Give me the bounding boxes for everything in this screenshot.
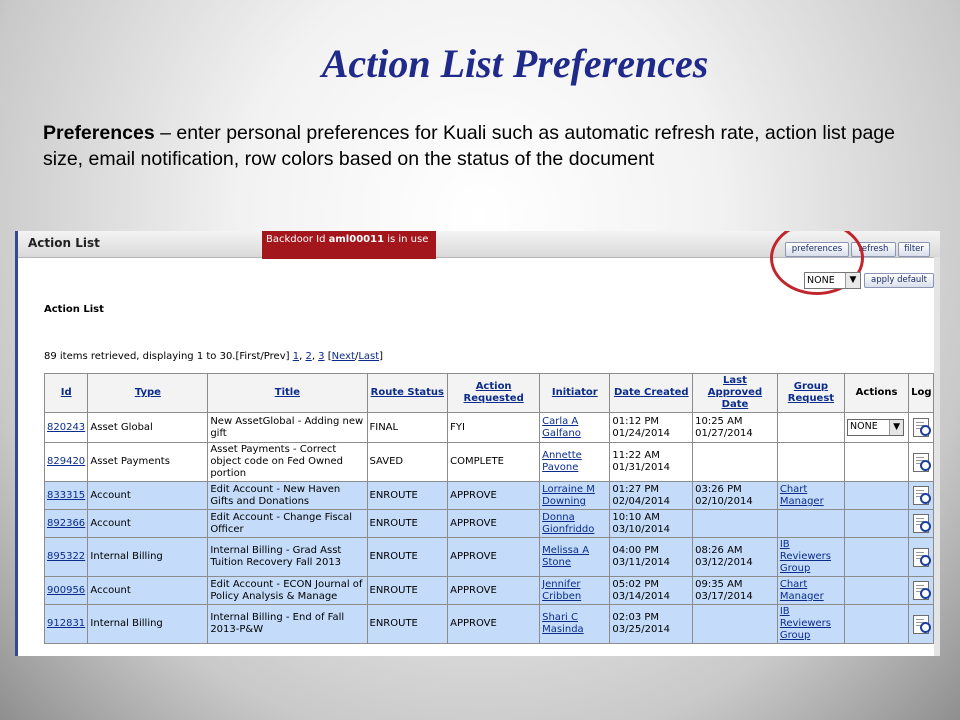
doc-id-link[interactable]: 829420 xyxy=(47,456,86,467)
page-2-link[interactable]: 2 xyxy=(305,351,312,362)
apply-default-button[interactable]: apply default xyxy=(864,273,934,288)
description-bold-term: Preferences xyxy=(43,122,155,144)
cell-initiator xyxy=(540,510,610,538)
doc-type: Asset Global xyxy=(90,421,153,433)
action-requested: FYI xyxy=(450,421,465,433)
doc-type: Account xyxy=(90,489,131,501)
page-1-link[interactable]: 1 xyxy=(292,351,300,362)
document-magnifier-icon[interactable] xyxy=(913,486,929,505)
route-status: FINAL xyxy=(369,421,399,433)
cell-action xyxy=(448,510,540,538)
cell-action xyxy=(448,605,540,644)
cell-group xyxy=(777,538,844,577)
slide-title: Action List Preferences xyxy=(321,41,709,86)
cell-date-created xyxy=(610,510,693,538)
cell-route-status xyxy=(367,482,448,510)
initiator-link[interactable]: Melissa A Stone xyxy=(542,545,590,568)
cell-type xyxy=(88,577,208,605)
column-header-action-requested[interactable]: Action Requested xyxy=(448,374,540,413)
route-status: ENROUTE xyxy=(369,584,418,596)
doc-id-link[interactable]: 900956 xyxy=(47,584,86,596)
cell-route-status xyxy=(367,413,448,443)
group-request-link[interactable]: Chart Manager xyxy=(779,578,824,602)
doc-title: Edit Account - New Haven Gifts and Donations xyxy=(210,483,341,507)
cell-group xyxy=(777,605,844,644)
doc-title: Edit Account - ECON Journal of Policy Analysis & Manage xyxy=(210,578,363,602)
route-status: ENROUTE xyxy=(369,618,418,629)
cell-id xyxy=(45,605,88,644)
cell-last-approved xyxy=(693,443,778,482)
document-magnifier-icon[interactable] xyxy=(913,548,929,567)
table-row xyxy=(45,538,934,577)
backdoor-id: aml00011 xyxy=(328,234,385,245)
cell-type xyxy=(88,605,208,644)
action-requested: APPROVE xyxy=(450,517,497,529)
table-header-row xyxy=(45,374,934,413)
cell-type xyxy=(88,510,208,538)
cell-id xyxy=(45,577,88,605)
initiator-link[interactable]: Jennifer Cribben xyxy=(542,578,582,602)
slide-description xyxy=(43,120,923,172)
initiator-link[interactable]: Donna Gionfriddo xyxy=(542,511,595,535)
table-row xyxy=(45,413,934,443)
cell-initiator xyxy=(540,482,610,510)
cell-id xyxy=(45,482,88,510)
chevron-down-icon: ▼ xyxy=(889,420,903,435)
group-request-link[interactable]: Chart Manager xyxy=(779,483,824,507)
cell-title xyxy=(208,605,367,644)
cell-actions xyxy=(845,443,909,482)
group-request-link[interactable]: IB Reviewers Group xyxy=(779,606,831,641)
doc-id-link[interactable]: 912831 xyxy=(47,618,86,629)
cell-actions xyxy=(845,413,909,443)
cell-group xyxy=(777,413,844,443)
filter-button[interactable]: filter xyxy=(898,242,930,257)
initiator-link[interactable]: Lorraine M Downing xyxy=(542,483,595,507)
cell-initiator xyxy=(540,538,610,577)
cell-date-created xyxy=(610,605,693,644)
column-header-date-created[interactable]: Date Created xyxy=(610,374,693,413)
route-status: ENROUTE xyxy=(369,517,418,529)
cell-initiator xyxy=(540,577,610,605)
doc-title: Internal Billing - End of Fall 2013-P&W xyxy=(210,612,345,635)
column-header-type[interactable]: Type xyxy=(88,374,208,413)
paging-bar: 89 items retrieved, displaying 1 to 30.[First/Prev] 1, 2, 3 [Next/Last] xyxy=(44,351,384,362)
cell-route-status xyxy=(367,538,448,577)
action-requested: APPROVE xyxy=(450,584,497,596)
doc-title: Internal Billing - Grad Asst Tuition Recovery Fall 2013 xyxy=(210,545,342,568)
cell-title xyxy=(208,510,367,538)
table-row xyxy=(45,605,934,644)
doc-id-link[interactable]: 895322 xyxy=(47,551,86,562)
cell-id xyxy=(45,443,88,482)
column-header-id[interactable]: Id xyxy=(45,374,88,413)
table-row xyxy=(45,443,934,482)
cell-route-status xyxy=(367,510,448,538)
cell-initiator xyxy=(540,605,610,644)
column-header-title[interactable]: Title xyxy=(208,374,367,413)
cell-date-created xyxy=(610,413,693,443)
cell-action xyxy=(448,413,540,443)
cell-id xyxy=(45,510,88,538)
document-magnifier-icon[interactable] xyxy=(913,418,929,437)
cell-date-created xyxy=(610,538,693,577)
backdoor-suffix: is in use xyxy=(384,234,429,245)
cell-group xyxy=(777,482,844,510)
route-status: ENROUTE xyxy=(369,489,418,501)
paging-summary: 89 items retrieved, displaying 1 to 30.[First/Prev] xyxy=(44,351,293,362)
doc-title: New AssetGlobal - Adding new gift xyxy=(210,415,364,439)
cell-last-approved xyxy=(693,538,778,577)
cell-action xyxy=(448,538,540,577)
cell-log xyxy=(909,482,934,510)
cell-initiator xyxy=(540,413,610,443)
column-header-initiator[interactable]: Initiator xyxy=(540,374,610,413)
table-row xyxy=(45,482,934,510)
cell-route-status xyxy=(367,605,448,644)
table-row xyxy=(45,510,934,538)
action-list-table xyxy=(44,373,934,644)
date-created: 01:12 PM 01/24/2014 xyxy=(612,415,671,439)
cell-type xyxy=(88,482,208,510)
initiator-link[interactable]: Shari C Masinda xyxy=(542,612,584,635)
cell-group xyxy=(777,577,844,605)
cell-initiator xyxy=(540,443,610,482)
cell-actions xyxy=(845,605,909,644)
last-link[interactable]: Last xyxy=(358,351,380,362)
default-color-select[interactable] xyxy=(804,272,861,289)
cell-date-created xyxy=(610,443,693,482)
cell-log xyxy=(909,577,934,605)
document-magnifier-icon[interactable] xyxy=(913,615,929,634)
group-request-link[interactable]: IB Reviewers Group xyxy=(779,539,831,574)
cell-type xyxy=(88,443,208,482)
action-requested: APPROVE xyxy=(450,551,497,562)
cell-action xyxy=(448,482,540,510)
action-list-screenshot xyxy=(15,231,940,656)
cell-type xyxy=(88,538,208,577)
date-created: 11:22 AM 01/31/2014 xyxy=(612,450,671,473)
cell-last-approved xyxy=(693,577,778,605)
initiator-link[interactable]: Carla A Galfano xyxy=(542,415,581,439)
cell-actions xyxy=(845,577,909,605)
cell-title xyxy=(208,413,367,443)
page-3-link[interactable]: 3 xyxy=(318,351,325,362)
cell-log xyxy=(909,510,934,538)
doc-id-link[interactable]: 833315 xyxy=(47,489,86,501)
row-action-select[interactable] xyxy=(847,419,904,436)
cell-title xyxy=(208,443,367,482)
cell-log xyxy=(909,605,934,644)
action-requested: COMPLETE xyxy=(450,456,504,467)
cell-last-approved xyxy=(693,413,778,443)
refresh-button[interactable]: refresh xyxy=(851,242,896,257)
cell-title xyxy=(208,538,367,577)
action-requested: APPROVE xyxy=(450,489,497,501)
description-text: – enter personal preferences for Kuali such as automatic refresh rate, action list page size, email notification, row colors based on the status of the document xyxy=(43,122,895,170)
last-approved-date: 08:26 AM 03/12/2014 xyxy=(695,545,753,568)
cell-log xyxy=(909,413,934,443)
date-created: 04:00 PM 03/11/2014 xyxy=(612,545,671,568)
last-approved-date: 09:35 AM 03/17/2014 xyxy=(695,578,753,602)
cell-last-approved xyxy=(693,482,778,510)
column-header-route-status[interactable]: Route Status xyxy=(367,374,448,413)
action-requested: APPROVE xyxy=(450,618,497,629)
date-created: 01:27 PM 02/04/2014 xyxy=(612,483,671,507)
cell-type xyxy=(88,413,208,443)
column-header-actions: Actions xyxy=(845,374,909,413)
doc-title: Edit Account - Change Fiscal Officer xyxy=(210,511,353,535)
doc-type: Asset Payments xyxy=(90,456,170,467)
cell-group xyxy=(777,510,844,538)
cell-log xyxy=(909,538,934,577)
cell-route-status xyxy=(367,443,448,482)
table-row xyxy=(45,577,934,605)
cell-actions xyxy=(845,538,909,577)
cell-date-created xyxy=(610,482,693,510)
doc-title: Asset Payments - Correct object code on Fed Owned portion xyxy=(210,444,344,479)
cell-action xyxy=(448,577,540,605)
doc-type: Internal Billing xyxy=(90,551,163,562)
cell-date-created xyxy=(610,577,693,605)
cell-actions xyxy=(845,510,909,538)
doc-type: Account xyxy=(90,584,131,596)
column-header-group-request[interactable]: Group Request xyxy=(777,374,844,413)
cell-title xyxy=(208,482,367,510)
initiator-link[interactable]: Annette Pavone xyxy=(542,450,582,473)
document-magnifier-icon[interactable] xyxy=(913,514,929,533)
backdoor-banner xyxy=(262,231,436,259)
document-magnifier-icon[interactable] xyxy=(913,453,929,472)
next-link[interactable]: Next xyxy=(331,351,355,362)
doc-type: Internal Billing xyxy=(90,618,163,629)
cell-last-approved xyxy=(693,605,778,644)
doc-id-link[interactable]: 892366 xyxy=(47,517,86,529)
date-created: 05:02 PM 03/14/2014 xyxy=(612,578,671,602)
route-status: ENROUTE xyxy=(369,551,418,562)
cell-id xyxy=(45,413,88,443)
cell-log xyxy=(909,443,934,482)
cell-id xyxy=(45,538,88,577)
column-header-log: Log xyxy=(909,374,934,413)
chevron-down-icon: ▼ xyxy=(845,273,860,288)
route-status: SAVED xyxy=(369,456,404,467)
cell-actions xyxy=(845,482,909,510)
cell-group xyxy=(777,443,844,482)
header-title: Action List xyxy=(28,236,100,250)
date-created: 02:03 PM 03/25/2014 xyxy=(612,612,671,635)
column-header-last-approved[interactable]: Last Approved Date xyxy=(693,374,778,413)
date-created: 10:10 AM 03/10/2014 xyxy=(612,511,671,535)
cell-last-approved xyxy=(693,510,778,538)
backdoor-prefix: Backdoor Id xyxy=(266,234,329,245)
last-approved-date: 10:25 AM 01/27/2014 xyxy=(695,415,753,439)
vertical-scrollbar[interactable] xyxy=(934,257,940,656)
doc-type: Account xyxy=(90,517,131,529)
action-list-rows xyxy=(45,413,934,644)
cell-title xyxy=(208,577,367,605)
default-color-value: NONE xyxy=(807,275,835,286)
cell-action xyxy=(448,443,540,482)
doc-id-link[interactable]: 820243 xyxy=(47,421,86,433)
section-title: Action List xyxy=(44,304,104,315)
row-action-value: NONE xyxy=(850,421,878,432)
last-approved-date: 03:26 PM 02/10/2014 xyxy=(695,483,753,507)
document-magnifier-icon[interactable] xyxy=(913,581,929,600)
preferences-button[interactable]: preferences xyxy=(785,242,849,257)
cell-route-status xyxy=(367,577,448,605)
